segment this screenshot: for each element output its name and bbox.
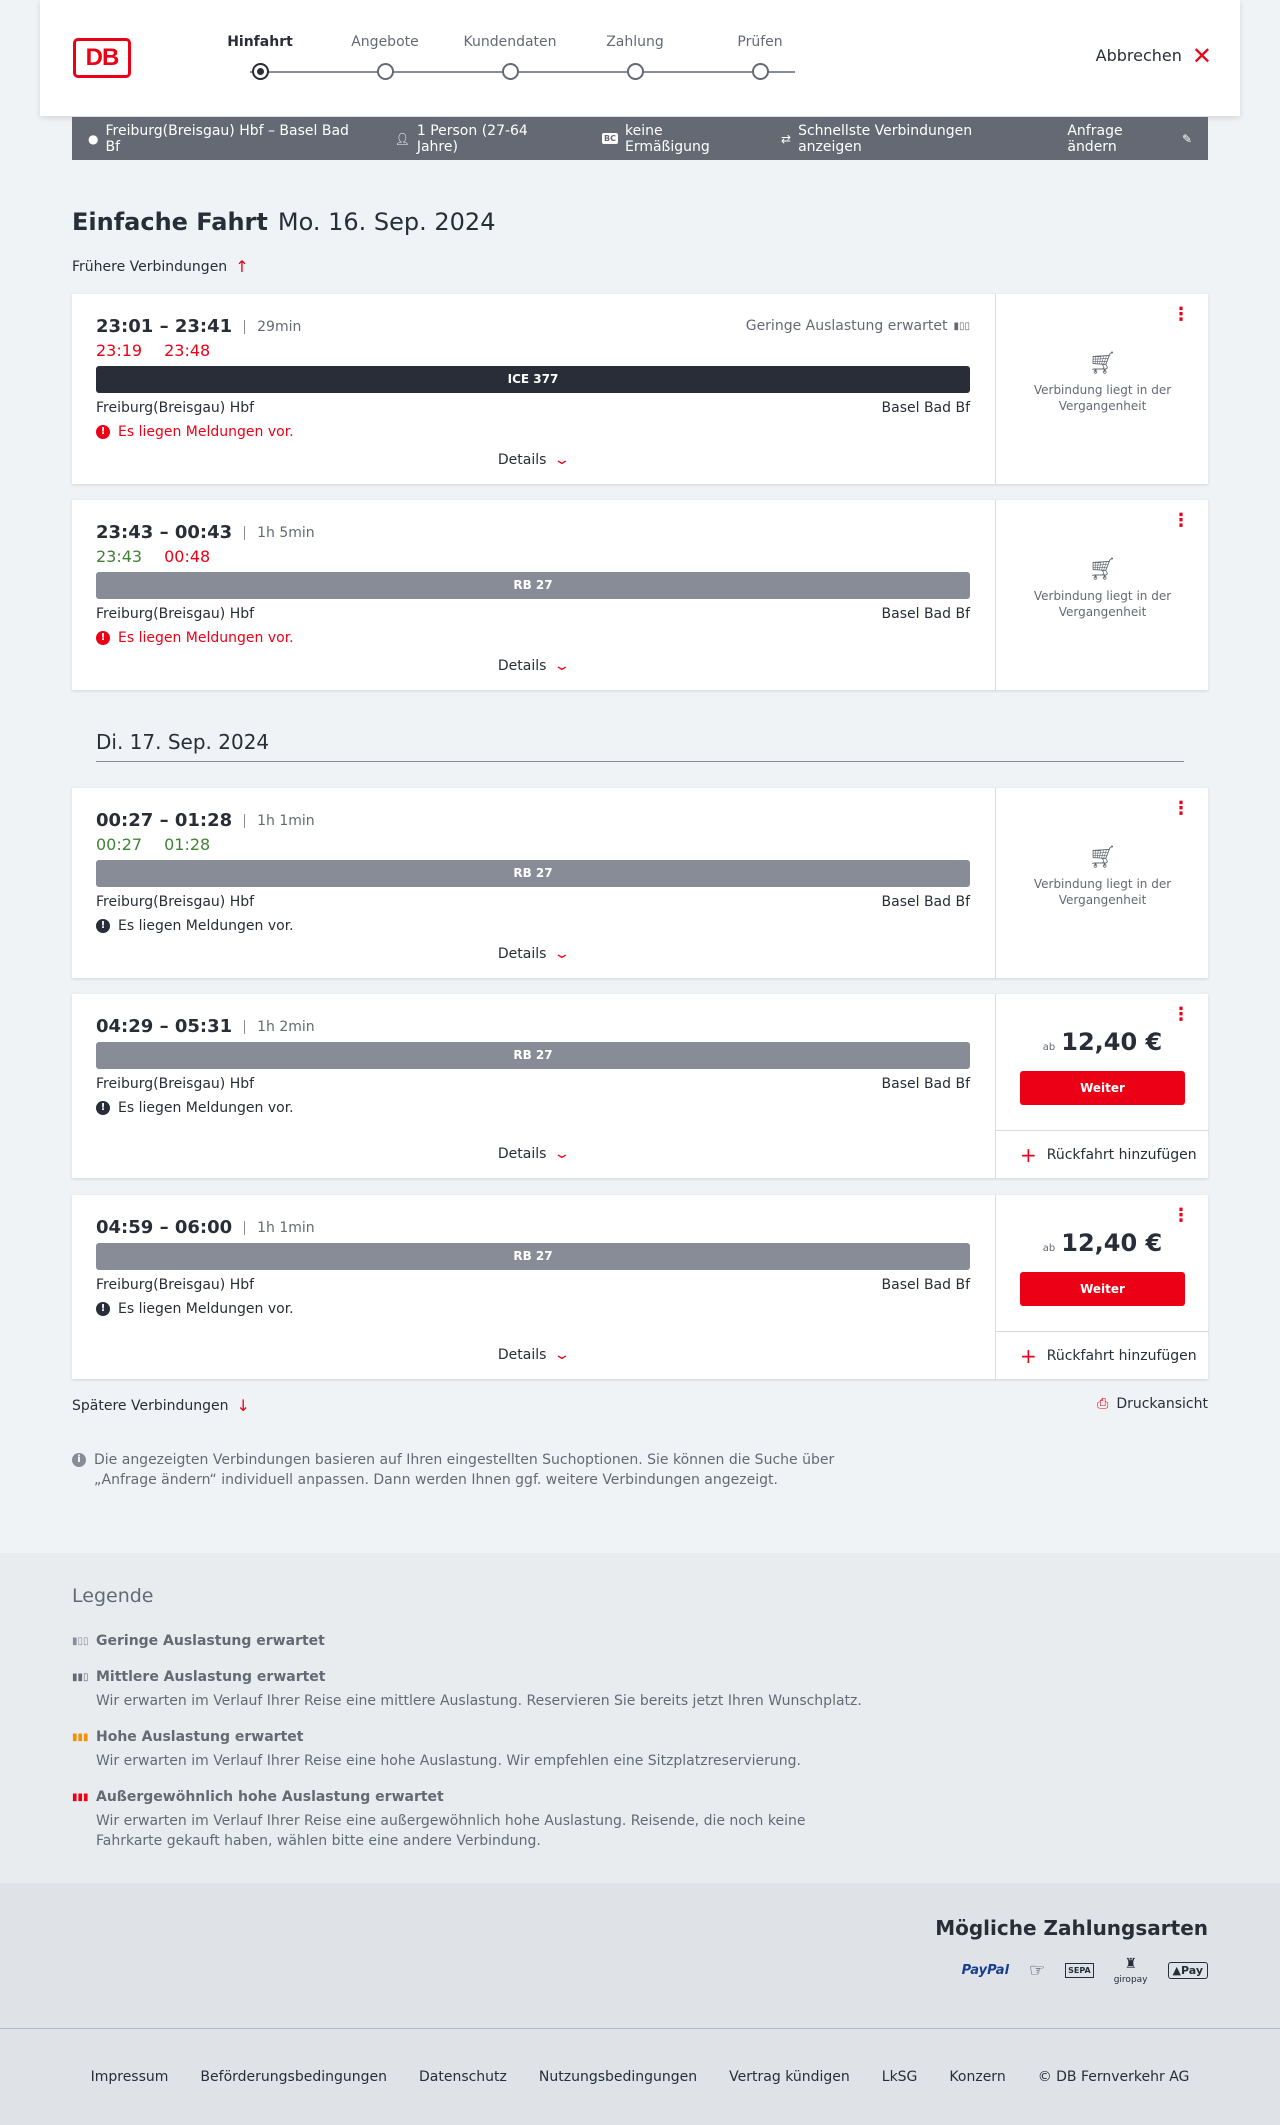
origin-station: Freiburg(Breisgau) Hbf <box>96 1277 255 1293</box>
footer-link-vertrag-kuendigen[interactable]: Vertrag kündigen <box>729 2069 850 2085</box>
connection-card[interactable] <box>72 294 1208 484</box>
more-options-icon[interactable]: ⋮ <box>1172 1004 1190 1025</box>
disruption-message <box>96 1301 294 1317</box>
connection-times <box>96 1217 315 1238</box>
chevron-down-icon: ⌄ <box>553 452 572 468</box>
apple-pay-icon <box>1168 1962 1209 1979</box>
page-title <box>72 208 495 236</box>
message-text: Es liegen Meldungen vor. <box>118 918 294 934</box>
cart-unavailable-icon: 🛒︎ <box>1088 557 1117 582</box>
step-dot <box>752 63 769 80</box>
search-info-note <box>72 1450 852 1490</box>
footer <box>0 2029 1280 2125</box>
realtime-arrival: 23:48 <box>164 341 211 360</box>
occupancy-text: Geringe Auslastung erwartet <box>745 318 948 334</box>
disruption-message <box>96 1100 294 1116</box>
continue-button[interactable]: Weiter <box>1020 1071 1185 1105</box>
price <box>996 1229 1209 1257</box>
train-bar: ICE 377 <box>96 366 970 393</box>
discount-info <box>602 123 749 155</box>
cart-unavailable-icon: 🛒︎ <box>1088 845 1117 870</box>
bahncard-icon: BC <box>604 134 616 143</box>
passenger-text: 1 Person (27-64 Jahre) <box>416 122 528 155</box>
step-label: Angebote <box>351 34 419 50</box>
db-logo[interactable]: DB <box>73 38 131 78</box>
add-return-button[interactable] <box>996 1130 1209 1178</box>
note-text: Die angezeigten Verbindungen basieren auf Ihren eingestellten Suchoptionen. Sie können die Suche über „Anfrage ändern“ individuell anpassen. Dann werden Ihnen ggf. weitere Verbindungen angezeigt. <box>94 1452 835 1488</box>
planned-times: 23:43 – 00:43 <box>96 522 233 543</box>
destination-station: Basel Bad Bf <box>881 1277 970 1293</box>
message-text: Es liegen Meldungen vor. <box>118 1301 294 1317</box>
connection-card[interactable] <box>72 994 1208 1178</box>
apple-pay-label: Pay <box>1180 1964 1203 1977</box>
cart-unavailable-icon: 🛒︎ <box>1088 351 1117 376</box>
chevron-down-icon: ⌄ <box>553 1347 572 1363</box>
progress-steps <box>210 34 835 84</box>
realtime-departure: 23:43 <box>96 547 143 566</box>
legend-item-low <box>72 1633 872 1649</box>
legend-label: Außergewöhnlich hohe Auslastung erwartet <box>96 1789 444 1805</box>
duration: 1h 1min <box>244 814 315 828</box>
message-text: Es liegen Meldungen vor. <box>118 630 294 646</box>
progress-line <box>250 71 795 73</box>
payment-icons <box>962 1956 1208 1985</box>
alert-icon: ! <box>96 919 110 933</box>
chevron-down-icon: ⌄ <box>553 946 572 962</box>
planned-times: 23:01 – 23:41 <box>96 316 233 337</box>
offer-panel <box>995 500 1208 690</box>
legend-label: Mittlere Auslastung erwartet <box>96 1669 326 1685</box>
alert-icon: ! <box>96 1101 110 1115</box>
details-toggle[interactable] <box>96 1146 970 1162</box>
header <box>40 0 1240 116</box>
trip-type: Einfache Fahrt <box>72 208 268 236</box>
giropay-symbol: ♜ <box>1124 1956 1137 1972</box>
legend-item-exceptional <box>72 1789 872 1851</box>
origin-station: Freiburg(Breisgau) Hbf <box>96 1076 255 1092</box>
chevron-down-icon: ⌄ <box>553 1146 572 1162</box>
connection-times <box>96 316 301 337</box>
destination-station: Basel Bad Bf <box>881 1076 970 1092</box>
details-toggle[interactable] <box>96 452 970 468</box>
occupancy-exceptional-icon: ▮▮▮ <box>72 1791 89 1803</box>
legend-item-medium <box>72 1669 872 1711</box>
connection-card[interactable] <box>72 788 1208 978</box>
footer-link-datenschutz[interactable]: Datenschutz <box>418 2069 507 2085</box>
connection-main <box>96 994 970 1178</box>
step-label: Kundendaten <box>463 34 557 50</box>
footer-link-befoerderungsbedingungen[interactable]: Beförderungsbedingungen <box>200 2069 387 2085</box>
train-bar: RB 27 <box>96 1042 970 1069</box>
legend-label: Geringe Auslastung erwartet <box>96 1633 325 1649</box>
alert-icon: ! <box>96 1302 110 1316</box>
past-text: Verbindung liegt in der Vergangenheit <box>1033 877 1172 907</box>
occupancy-high-icon: ▮▮▮ <box>72 1731 89 1743</box>
details-label: Details <box>497 1347 547 1363</box>
connection-card[interactable] <box>72 1195 1208 1379</box>
route-text: Freiburg(Breisgau) Hbf – Basel Bad Bf <box>105 122 349 155</box>
past-connection-info <box>996 845 1209 908</box>
connection-main <box>96 1195 970 1379</box>
destination-station: Basel Bad Bf <box>881 606 970 622</box>
location-pin-icon: ● <box>88 131 99 146</box>
price-prefix: ab <box>1042 1243 1056 1254</box>
past-connection-info <box>996 351 1209 414</box>
more-options-icon[interactable]: ⋮ <box>1172 304 1190 325</box>
offer-panel <box>995 994 1208 1178</box>
disruption-message <box>96 918 294 934</box>
step-dot <box>627 63 644 80</box>
occupancy-low-icon: ▮▯▯ <box>953 320 970 332</box>
disruption-message <box>96 630 294 646</box>
past-connection-info <box>996 557 1209 620</box>
price-prefix: ab <box>1042 1042 1056 1053</box>
continue-button[interactable]: Weiter <box>1020 1272 1185 1306</box>
route-info <box>88 123 363 155</box>
footer-link-nutzungsbedingungen[interactable]: Nutzungsbedingungen <box>538 2069 698 2085</box>
earlier-connections-link[interactable] <box>72 257 249 276</box>
alert-icon: ! <box>96 631 110 645</box>
duration: 29min <box>244 320 301 334</box>
duration: 1h 1min <box>244 1221 315 1235</box>
footer-link-impressum[interactable]: Impressum <box>90 2069 169 2085</box>
legend-item-high <box>72 1729 872 1771</box>
person-icon: 👤︎ <box>394 131 410 146</box>
occupancy-low-icon: ▮▯▯ <box>72 1635 89 1647</box>
realtime-times <box>96 835 210 854</box>
planned-times: 04:29 – 05:31 <box>96 1016 233 1037</box>
step-zahlung <box>585 34 685 54</box>
day-divider: Di. 17. Sep. 2024 <box>96 730 1184 762</box>
duration: 1h 5min <box>244 526 315 540</box>
chevron-down-icon: ⌄ <box>553 658 572 674</box>
details-toggle[interactable] <box>96 946 970 962</box>
step-pruefen <box>710 34 810 54</box>
paypal-icon: PayPal <box>961 1963 1010 1978</box>
realtime-arrival: 01:28 <box>164 835 211 854</box>
trip-date: Mo. 16. Sep. 2024 <box>277 208 496 236</box>
origin-station: Freiburg(Breisgau) Hbf <box>96 400 255 416</box>
step-dot <box>377 63 394 80</box>
details-label: Details <box>497 1146 547 1162</box>
legend-label: Hohe Auslastung erwartet <box>96 1729 304 1745</box>
destination-station: Basel Bad Bf <box>881 400 970 416</box>
giropay-label: giropay <box>1113 1975 1148 1985</box>
later-label: Spätere Verbindungen <box>72 1397 229 1414</box>
train-bar: RB 27 <box>96 572 970 599</box>
sepa-icon: SEPA <box>1065 1963 1094 1978</box>
train-bar: RB 27 <box>96 1243 970 1270</box>
step-hinfahrt <box>210 34 310 54</box>
add-return-label: Rückfahrt hinzufügen <box>1046 1347 1197 1364</box>
offer-panel <box>995 788 1208 978</box>
copyright: © DB Fernverkehr AG <box>1037 2069 1190 2085</box>
connection-card[interactable] <box>72 500 1208 690</box>
details-label: Details <box>497 658 547 674</box>
more-options-icon[interactable]: ⋮ <box>1172 510 1190 531</box>
connection-times <box>96 1016 315 1037</box>
close-icon: ✕ <box>1191 41 1212 70</box>
add-return-button[interactable] <box>996 1331 1209 1379</box>
details-toggle[interactable] <box>96 658 970 674</box>
offer-panel <box>995 1195 1208 1379</box>
arrow-down-icon: ↓ <box>236 1396 250 1415</box>
print-view-link[interactable] <box>1097 1396 1208 1412</box>
occupancy-info <box>746 318 970 334</box>
past-text: Verbindung liegt in der Vergangenheit <box>1033 589 1172 619</box>
connection-times <box>96 522 315 543</box>
more-options-icon[interactable]: ⋮ <box>1172 1205 1190 1226</box>
step-label: Hinfahrt <box>227 34 293 50</box>
realtime-arrival: 00:48 <box>164 547 211 566</box>
change-request-label: Anfrage ändern <box>1067 122 1123 155</box>
destination-station: Basel Bad Bf <box>881 894 970 910</box>
origin-station: Freiburg(Breisgau) Hbf <box>96 894 255 910</box>
later-connections-link[interactable] <box>72 1396 250 1415</box>
step-angebote <box>335 34 435 54</box>
pencil-icon: ✎ <box>1181 131 1193 146</box>
step-label: Zahlung <box>606 34 664 50</box>
step-dot <box>252 63 269 80</box>
earlier-label: Frühere Verbindungen <box>72 258 228 275</box>
print-label: Druckansicht <box>1116 1396 1208 1412</box>
legend-title: Legende <box>72 1585 154 1607</box>
offer-panel <box>995 294 1208 484</box>
alert-icon: ! <box>96 425 110 439</box>
legend-section <box>0 1553 1280 1883</box>
change-request-button[interactable] <box>1067 123 1192 155</box>
more-options-icon[interactable]: ⋮ <box>1172 798 1190 819</box>
payment-title: Mögliche Zahlungsarten <box>935 1916 1208 1940</box>
realtime-departure: 23:19 <box>96 341 143 360</box>
message-text: Es liegen Meldungen vor. <box>118 424 294 440</box>
price <box>996 1028 1209 1056</box>
discount-text: keine Ermäßigung <box>624 122 710 155</box>
footer-link-konzern[interactable]: Konzern <box>949 2069 1006 2085</box>
details-label: Details <box>497 946 547 962</box>
legend-desc: Wir erwarten im Verlauf Ihrer Reise eine hohe Auslastung. Wir empfehlen eine Sitzplatzreservierung. <box>96 1753 801 1769</box>
credit-card-icon: ☞ <box>1029 1960 1046 1981</box>
legend-desc: Wir erwarten im Verlauf Ihrer Reise eine außergewöhnlich hohe Auslastung. Reisende, die noch keine Fahrkarte gekauft haben, wählen bitte eine andere Verbindung. <box>96 1813 806 1849</box>
step-label: Prüfen <box>737 34 783 50</box>
giropay-icon <box>1114 1956 1148 1985</box>
message-text: Es liegen Meldungen vor. <box>118 1100 294 1116</box>
printer-icon: ⎙ <box>1097 1396 1109 1412</box>
plus-icon: + <box>1020 1142 1037 1167</box>
realtime-times <box>96 547 210 566</box>
arrow-up-icon: ↑ <box>235 257 249 276</box>
past-text: Verbindung liegt in der Vergangenheit <box>1033 383 1172 413</box>
swap-icon: ⇄ <box>781 131 792 146</box>
cancel-button[interactable] <box>1095 41 1212 70</box>
footer-link-lksg[interactable]: LkSG <box>881 2069 918 2085</box>
fastest-info <box>781 123 1035 155</box>
disruption-message <box>96 424 294 440</box>
passenger-info <box>395 123 570 155</box>
payment-methods <box>0 1883 1280 2029</box>
fastest-text: Schnellste Verbindungen anzeigen <box>798 122 973 155</box>
planned-times: 04:59 – 06:00 <box>96 1217 233 1238</box>
connection-main <box>96 500 970 690</box>
planned-times: 00:27 – 01:28 <box>96 810 233 831</box>
price-value: 12,40 € <box>1061 1028 1163 1056</box>
train-bar: RB 27 <box>96 860 970 887</box>
details-label: Details <box>497 452 547 468</box>
legend-desc: Wir erwarten im Verlauf Ihrer Reise eine mittlere Auslastung. Reservieren Sie bereits jetzt Ihren Wunschplatz. <box>96 1693 862 1709</box>
connection-main <box>96 294 970 484</box>
info-icon: i <box>72 1453 86 1467</box>
details-toggle[interactable] <box>96 1347 970 1363</box>
connection-main <box>96 788 970 978</box>
realtime-departure: 00:27 <box>96 835 143 854</box>
search-summary-bar <box>72 117 1208 160</box>
add-return-label: Rückfahrt hinzufügen <box>1046 1146 1197 1163</box>
occupancy-medium-icon: ▮▮▯ <box>72 1671 89 1683</box>
origin-station: Freiburg(Breisgau) Hbf <box>96 606 255 622</box>
plus-icon: + <box>1020 1343 1037 1368</box>
connection-times <box>96 810 315 831</box>
cancel-label: Abbrechen <box>1095 46 1182 65</box>
realtime-times <box>96 341 210 360</box>
step-kundendaten <box>460 34 560 54</box>
duration: 1h 2min <box>244 1020 315 1034</box>
price-value: 12,40 € <box>1061 1229 1163 1257</box>
apple-logo: ▲ <box>1172 1964 1181 1977</box>
step-dot <box>502 63 519 80</box>
